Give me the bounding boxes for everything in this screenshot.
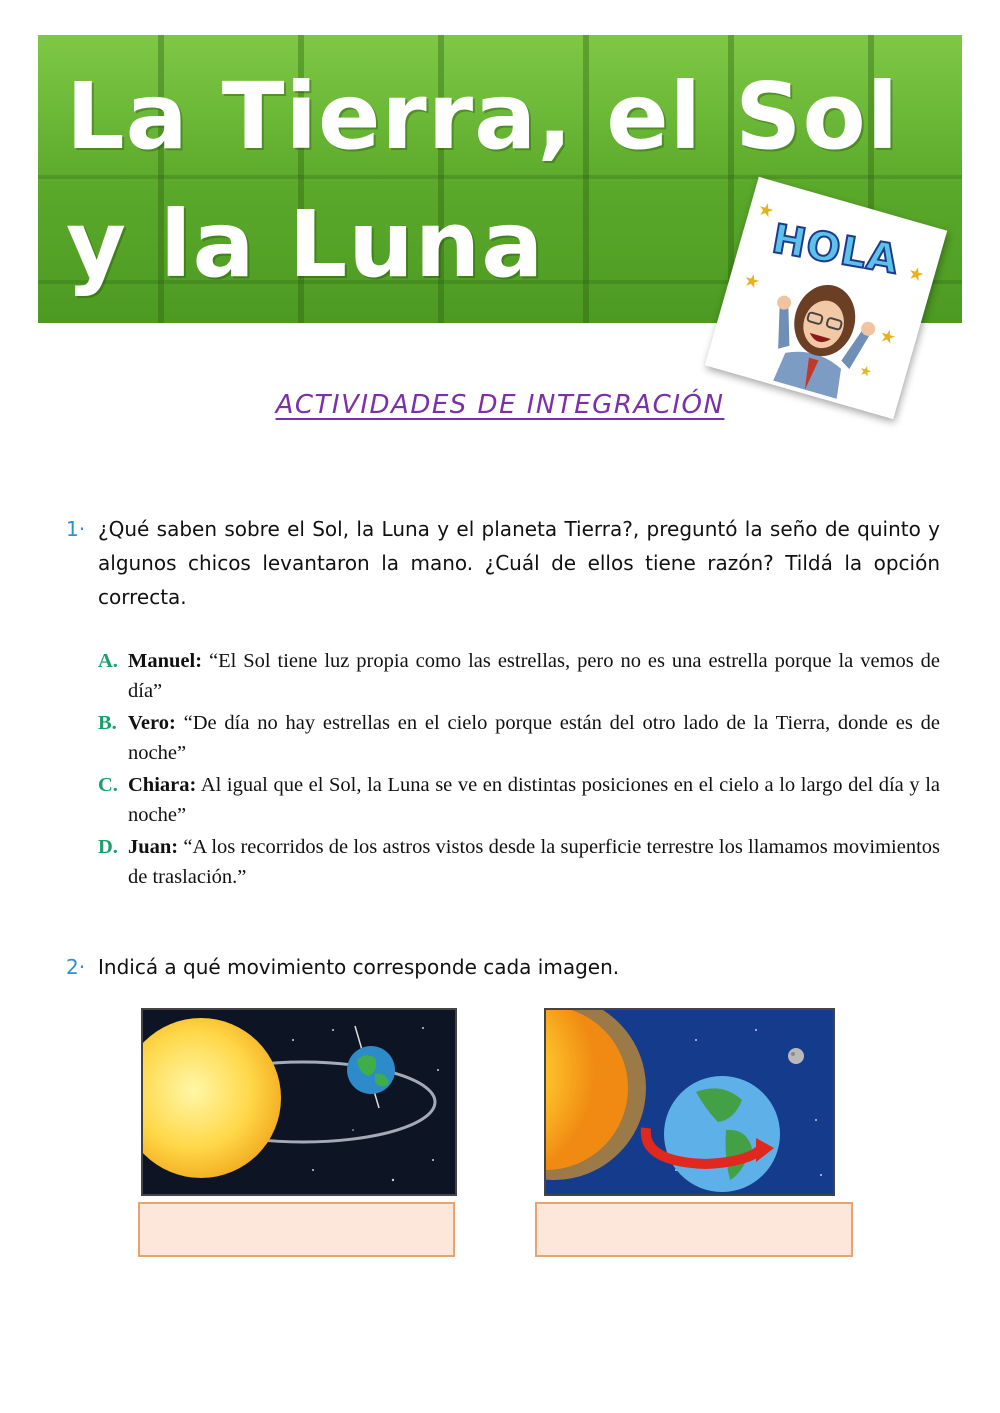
option-d-letter: D. xyxy=(98,836,118,858)
option-c-letter: C. xyxy=(98,774,118,796)
option-d[interactable] xyxy=(98,832,940,892)
option-c-text: Al igual que el Sol, la Luna se ve en distintas posiciones en el cielo a lo largo del día y la noche” xyxy=(128,774,940,826)
question-2-number: 2· xyxy=(66,955,86,979)
section-heading-text: ACTIVIDADES DE INTEGRACIÓN xyxy=(275,390,725,420)
option-d-text: “A los recorridos de los astros vistos desde la superficie terrestre los llamamos movimientos de traslación.” xyxy=(128,836,940,888)
question-1 xyxy=(68,512,940,614)
question-2 xyxy=(68,950,940,984)
answer-options xyxy=(98,646,940,894)
section-heading xyxy=(0,390,1000,420)
title-line-2: y la Luna xyxy=(66,191,545,298)
question-2-text: Indicá a qué movimiento corresponde cada imagen. xyxy=(98,955,620,979)
option-a-name: Manuel: xyxy=(128,650,203,672)
option-b-text: “De día no hay estrellas en el cielo porque están del otro lado de la Tierra, donde es de noche” xyxy=(128,712,940,764)
option-a-letter: A. xyxy=(98,650,118,672)
option-a[interactable] xyxy=(98,646,940,706)
hola-sticker: HOLA ★ ★ ★ ★ ★ xyxy=(705,177,947,419)
answer-box-2[interactable] xyxy=(535,1202,853,1257)
hola-text: HOLA xyxy=(768,216,903,284)
option-b-letter: B. xyxy=(98,712,117,734)
option-d-name: Juan: xyxy=(128,836,179,858)
option-c-name: Chiara: xyxy=(128,774,197,796)
question-1-number: 1· xyxy=(66,517,86,541)
option-a-text: “El Sol tiene luz propia como las estrellas, pero no es una estrella porque la vemos de día” xyxy=(128,650,941,702)
option-c[interactable] xyxy=(98,770,940,830)
option-b-name: Vero: xyxy=(128,712,176,734)
rotation-image xyxy=(544,1008,835,1196)
orbit-image xyxy=(141,1008,457,1196)
title-line-1: La Tierra, el Sol xyxy=(66,63,900,170)
question-1-text: ¿Qué saben sobre el Sol, la Luna y el planeta Tierra?, preguntó la seño de quinto y algunos chicos levantaron la mano. ¿Cuál de ellos tiene razón? Tildá la opción correcta. xyxy=(98,517,940,609)
moon-illustration xyxy=(788,1048,804,1064)
answer-box-1[interactable] xyxy=(138,1202,455,1257)
option-b[interactable] xyxy=(98,708,940,768)
